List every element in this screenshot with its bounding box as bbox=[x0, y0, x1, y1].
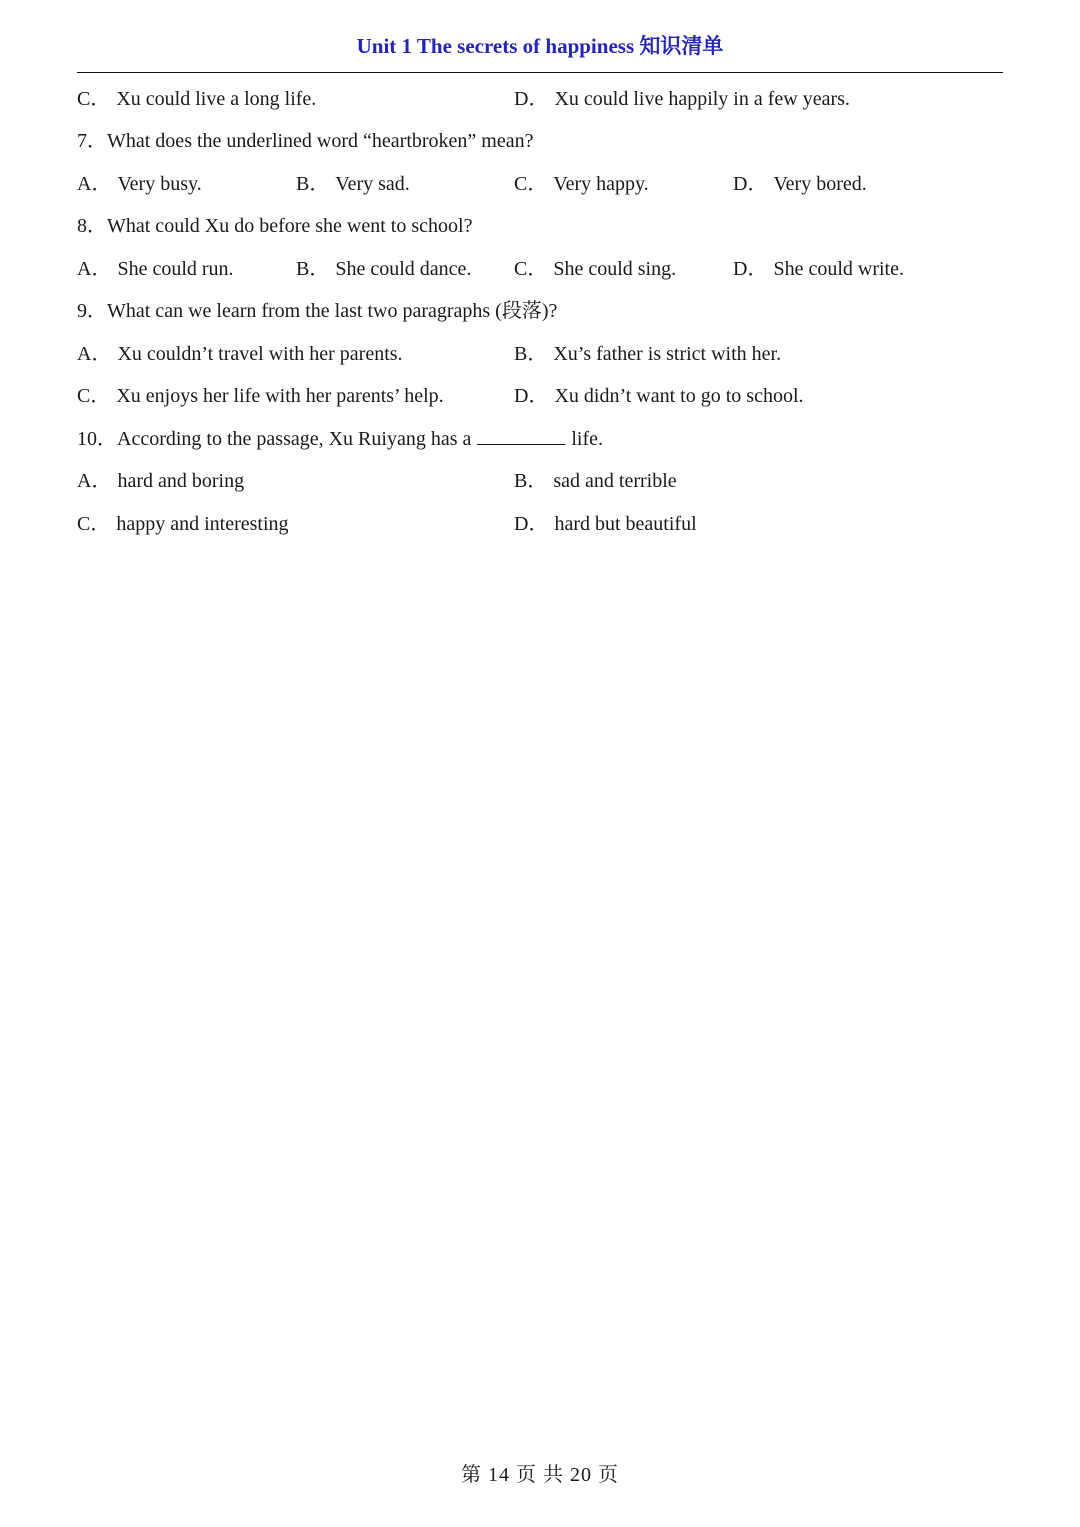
option-letter: D． bbox=[733, 173, 768, 195]
option-c bbox=[77, 381, 444, 411]
option-a bbox=[77, 169, 202, 199]
option-d bbox=[514, 509, 697, 539]
header-divider bbox=[77, 72, 1003, 73]
option-letter: A． bbox=[77, 470, 112, 492]
option-d bbox=[733, 169, 867, 199]
option-text: She could sing. bbox=[553, 258, 677, 280]
option-text: Xu enjoys her life with her parents’ help. bbox=[116, 385, 444, 407]
question-number: 10． bbox=[77, 428, 117, 450]
options-row bbox=[0, 509, 1080, 539]
option-letter: B． bbox=[296, 173, 330, 195]
question-10 bbox=[0, 424, 1080, 454]
option-text: sad and terrible bbox=[553, 470, 677, 492]
option-c bbox=[514, 254, 676, 284]
options-row bbox=[0, 466, 1080, 496]
page-number-footer: 第 14 页 共 20 页 bbox=[461, 1464, 619, 1486]
option-text: Very sad. bbox=[335, 173, 410, 195]
option-c bbox=[77, 509, 289, 539]
option-b bbox=[296, 169, 410, 199]
option-c bbox=[77, 84, 316, 114]
option-a bbox=[77, 254, 234, 284]
options-row bbox=[0, 381, 1080, 411]
option-text: She could run. bbox=[117, 258, 234, 280]
option-d bbox=[514, 381, 804, 411]
page-header-title: Unit 1 The secrets of happiness 知识清单 bbox=[356, 34, 724, 58]
option-letter: A． bbox=[77, 343, 112, 365]
option-text: Xu didn’t want to go to school. bbox=[554, 385, 804, 407]
option-b bbox=[514, 339, 781, 369]
option-text: She could dance. bbox=[335, 258, 472, 280]
option-text: Xu couldn’t travel with her parents. bbox=[117, 343, 403, 365]
option-text: hard and boring bbox=[117, 470, 245, 492]
option-letter: D． bbox=[514, 513, 549, 535]
option-d bbox=[514, 84, 850, 114]
option-a bbox=[77, 466, 244, 496]
option-letter: A． bbox=[77, 258, 112, 280]
question-number: 9． bbox=[77, 300, 107, 322]
option-letter: C． bbox=[514, 258, 548, 280]
options-row bbox=[0, 84, 1080, 114]
option-text: She could write. bbox=[773, 258, 904, 280]
option-letter: B． bbox=[296, 258, 330, 280]
option-text: Very bored. bbox=[773, 173, 867, 195]
option-letter: C． bbox=[77, 385, 111, 407]
option-letter: C． bbox=[514, 173, 548, 195]
question-text: What can we learn from the last two paragraphs (段落)? bbox=[107, 300, 558, 322]
option-text: Xu could live a long life. bbox=[116, 88, 317, 110]
options-row bbox=[0, 339, 1080, 369]
question-8 bbox=[0, 211, 1080, 241]
option-letter: D． bbox=[733, 258, 768, 280]
option-c bbox=[514, 169, 649, 199]
option-letter: D． bbox=[514, 88, 549, 110]
options-row bbox=[0, 169, 1080, 199]
answer-blank bbox=[477, 424, 565, 445]
option-letter: B． bbox=[514, 470, 548, 492]
question-text-after: life. bbox=[571, 428, 604, 450]
question-text-before: According to the passage, Xu Ruiyang has a bbox=[117, 428, 472, 450]
question-9 bbox=[0, 296, 1080, 326]
option-letter: B． bbox=[514, 343, 548, 365]
option-a bbox=[77, 339, 403, 369]
options-row bbox=[0, 254, 1080, 284]
option-text: hard but beautiful bbox=[554, 513, 697, 535]
option-letter: D． bbox=[514, 385, 549, 407]
option-d bbox=[733, 254, 904, 284]
option-letter: C． bbox=[77, 513, 111, 535]
option-b bbox=[296, 254, 471, 284]
option-text: happy and interesting bbox=[116, 513, 289, 535]
option-b bbox=[514, 466, 677, 496]
option-letter: C． bbox=[77, 88, 111, 110]
option-letter: A． bbox=[77, 173, 112, 195]
question-number: 8． bbox=[77, 215, 107, 237]
option-text: Xu’s father is strict with her. bbox=[553, 343, 782, 365]
question-number: 7． bbox=[77, 130, 107, 152]
question-text: What could Xu do before she went to school? bbox=[107, 215, 473, 237]
option-text: Very busy. bbox=[117, 173, 202, 195]
question-7 bbox=[0, 126, 1080, 156]
option-text: Xu could live happily in a few years. bbox=[554, 88, 850, 110]
option-text: Very happy. bbox=[553, 173, 649, 195]
question-text: What does the underlined word “heartbroken” mean? bbox=[107, 130, 534, 152]
